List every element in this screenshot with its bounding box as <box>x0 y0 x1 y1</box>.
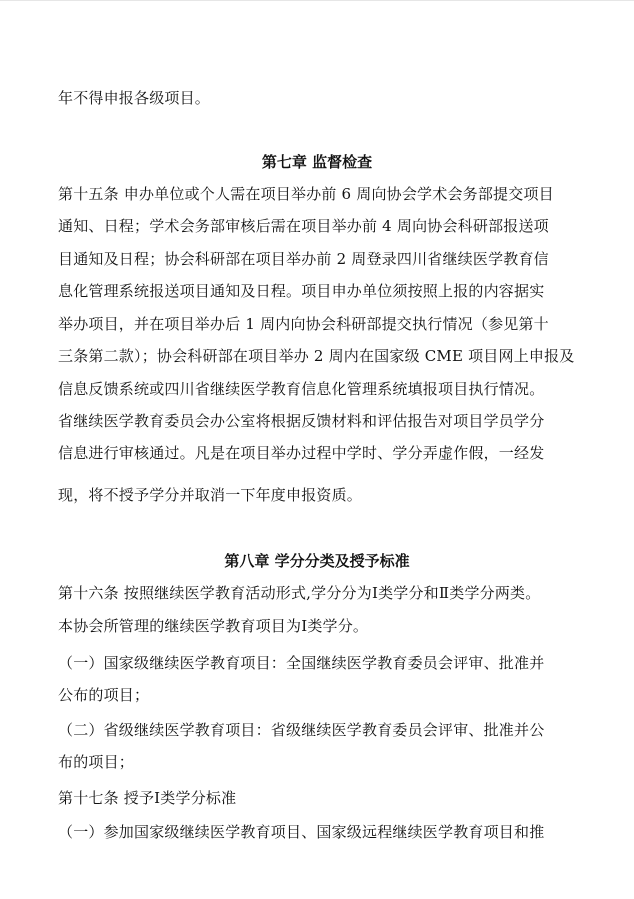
chapter-8-heading: 第八章 学分分类及授予标准 <box>224 552 410 570</box>
paragraph-line: 第十七条 授予Ⅰ类学分标准 <box>58 789 237 807</box>
paragraph-line: 目通知及日程；协会科研部在项目举办前 2 周登录四川省继续医学教育信 <box>58 250 549 268</box>
paragraph-line: 息化管理系统报送项目通知及日程。项目申办单位须按照上报的内容据实 <box>58 282 545 300</box>
paragraph-line: 第十五条 申办单位或个人需在项目举办前 6 周向协会学术会务部提交项目 <box>58 185 554 203</box>
paragraph-line: （二）省级继续医学教育项目：省级继续医学教育委员会评审、批准并公 <box>58 721 545 739</box>
paragraph-line: 公布的项目； <box>58 686 150 704</box>
paragraph-line: 现，将不授予学分并取消一下年度申报资质。 <box>58 486 363 504</box>
paragraph-line: 第十六条 按照继续医学教育活动形式,学分分为Ⅰ类学分和Ⅱ类学分两类。 <box>58 584 541 602</box>
paragraph-line: 信息反馈系统或四川省继续医学教育信息化管理系统填报项目执行情况。 <box>58 380 545 398</box>
paragraph-line: 三条第二款）；协会科研部在项目举办 2 周内在国家级 CME 项目网上申报及 <box>58 347 575 365</box>
paragraph-line: 举办项目，并在项目举办后 1 周内向协会科研部提交执行情况（参见第十 <box>58 315 549 333</box>
paragraph-line: （一）参加国家级继续医学教育项目、国家级远程继续医学教育项目和推 <box>58 823 545 841</box>
paragraph-line: 省继续医学教育委员会办公室将根据反馈材料和评估报告对项目学员学分 <box>58 412 545 430</box>
paragraph-line: 年不得申报各级项目。 <box>58 89 211 107</box>
paragraph-line: 本协会所管理的继续医学教育项目为Ⅰ类学分。 <box>58 617 369 635</box>
paragraph-line: 布的项目； <box>58 753 135 771</box>
paragraph-line: 通知、日程；学术会务部审核后需在项目举办前 4 周向协会科研部报送项 <box>58 217 549 235</box>
paragraph-line: 信息进行审核通过。凡是在项目举办过程中学时、学分弄虚作假，一经发 <box>58 444 545 462</box>
paragraph-line: （一）国家级继续医学教育项目：全国继续医学教育委员会评审、批准并 <box>58 654 545 672</box>
chapter-7-heading: 第七章 监督检查 <box>261 153 373 171</box>
